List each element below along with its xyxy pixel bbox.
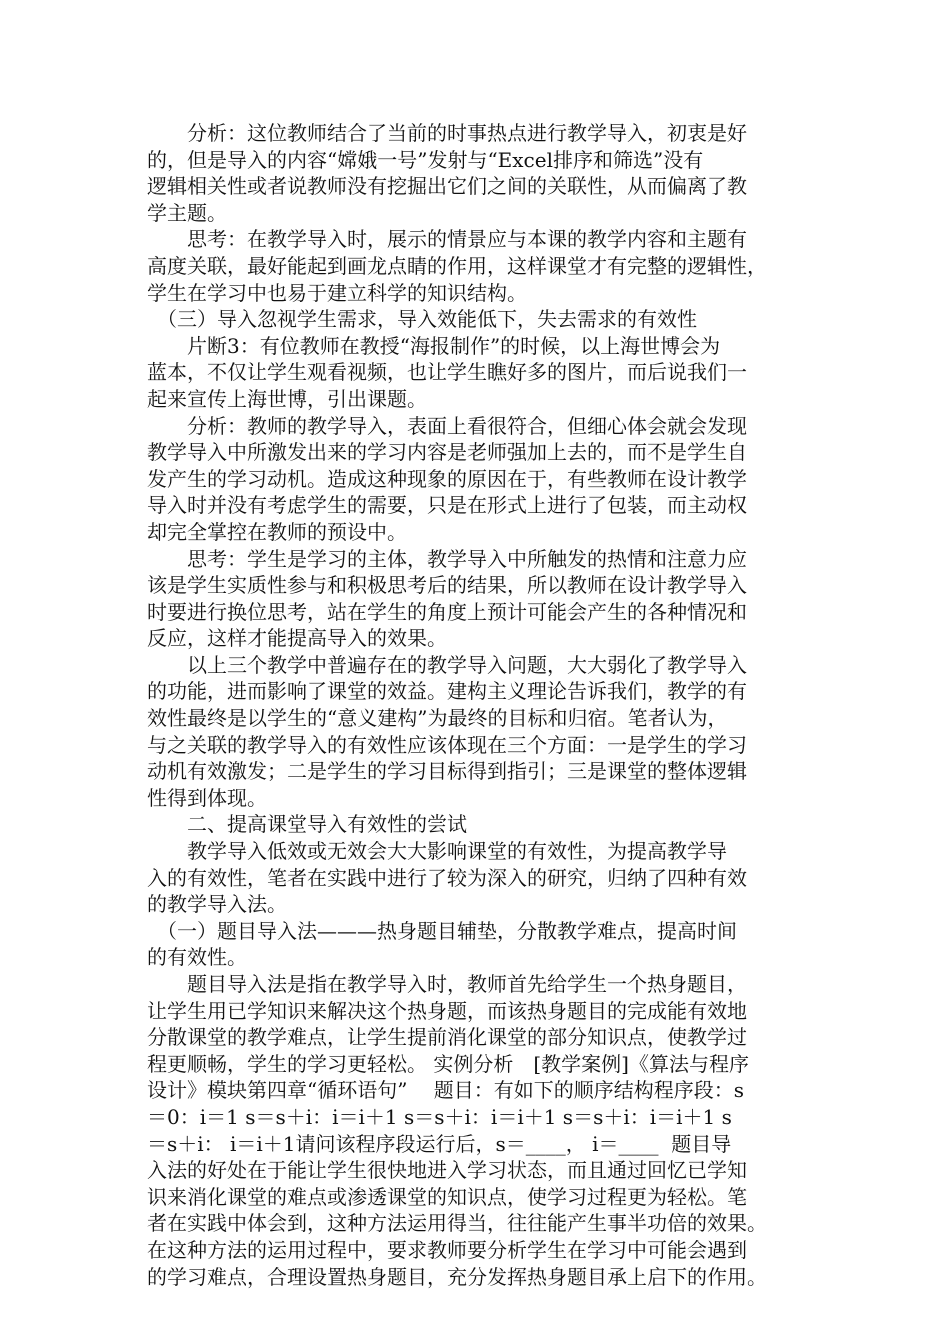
text-line: 教学导入中所激发出来的学习内容是老师强加上去的，而不是学生自 [147,440,747,465]
text-line: 却完全掌控在教师的预设中。 [147,519,407,544]
text-line: 片断3：有位教师在教授“海报制作”的时候，以上海世博会为 [147,333,721,358]
text-line: 逻辑相关性或者说教师没有挖掘出它们之间的关联性，从而偏离了教 [147,174,747,199]
text-line: 发产生的学习动机。造成这种现象的原因在于，有些教师在设计教学 [147,466,747,491]
text-line: 起来宣传上海世博，引出课题。 [147,386,427,411]
text-line: 学主题。 [147,200,227,225]
text-line: 该是学生实质性参与和积极思考后的结果，所以教师在设计教学导入 [147,573,747,598]
section-heading: （三）导入忽视学生需求，导入效能低下，失去需求的有效性 [147,307,697,332]
section-heading: 二、提高课堂导入有效性的尝试 [147,812,467,837]
code-line: ＝0：i＝1 s＝s＋i：i＝i＋1 s＝s＋i：i＝i＋1 s＝s＋i：i＝i＋1 s [147,1104,732,1129]
text-line: 设计》模块第四章“循环语句” 题目：有如下的顺序结构程序段：s [147,1078,745,1103]
text-line: 的学习难点，合理设置热身题目，充分发挥热身题目承上启下的作用。 [147,1264,767,1289]
text-line: 的，但是导入的内容“嫦娥一号”发射与“Excel排序和筛选”没有 [147,147,704,172]
document-body [147,120,819,1290]
text-line: 分析：这位教师结合了当前的时事热点进行教学导入，初衷是好 [147,121,747,145]
text-line: 思考：学生是学习的主体，教学导入中所触发的热情和注意力应 [147,546,747,571]
text-line: 效性最终是以学生的“意义建构”为最终的目标和归宿。笔者认为， [147,706,728,731]
text-line: 时要进行换位思考，站在学生的角度上预计可能会产生的各种情况和 [147,599,747,624]
text-line: 教学导入低效或无效会大大影响课堂的有效性，为提高教学导 [147,839,727,864]
text-line: 与之关联的教学导入的有效性应该体现在三个方面：一是学生的学习 [147,732,747,757]
text-line: 导入时并没有考虑学生的需要，只是在形式上进行了包装，而主动权 [147,493,747,518]
text-line: 分散课堂的教学难点，让学生提前消化课堂的部分知识点，使教学过 [147,1025,747,1050]
text-line: 的教学导入法。 [147,892,287,917]
text-line: 者在实践中体会到，这种方法运用得当，往往能产生事半功倍的效果。 [147,1211,767,1236]
text-line: 程更顺畅，学生的学习更轻松。 实例分析 [教学案例]《算法与程序 [147,1051,749,1076]
text-line: 性得到体现。 [147,785,267,810]
text-line: 的功能，进而影响了课堂的效益。建构主义理论告诉我们，教学的有 [147,679,747,704]
text-line: 题目导入法是指在教学导入时，教师首先给学生一个热身题目， [147,972,747,996]
text-line: 以上三个教学中普遍存在的教学导入问题，大大弱化了教学导入 [147,652,747,677]
text-line: 让学生用已学知识来解决这个热身题，而该热身题目的完成能有效地 [147,998,747,1023]
text-line: 反应，这样才能提高导入的效果。 [147,626,447,651]
text-line: 分析：教师的教学导入，表面上看很符合，但细心体会就会发现 [147,413,747,438]
subsection-heading: （一）题目导入法———热身题目辅垫，分散教学难点，提高时间 [147,918,737,943]
text-line: 蓝本，不仅让学生观看视频，也让学生瞧好多的图片，而后说我们一 [147,360,747,385]
text-line: 入法的好处在于能让学生很快地进入学习状态，而且通过回忆已学知 [147,1158,747,1183]
text-line: 的有效性。 [147,945,247,970]
text-line: 在这种方法的运用过程中，要求教师要分析学生在学习中可能会遇到 [147,1237,747,1262]
text-line: 动机有效激发；二是学生的学习目标得到指引；三是课堂的整体逻辑 [147,759,747,784]
code-line: ＝s＋i： i＝i＋1请问该程序段运行后，s＝____， i＝____ 题目导 [147,1131,732,1156]
text-line: 思考：在教学导入时，展示的情景应与本课的教学内容和主题有 [147,227,747,252]
text-line: 入的有效性，笔者在实践中进行了较为深入的研究，归纳了四种有效 [147,865,747,890]
text-line: 高度关联，最好能起到画龙点睛的作用，这样课堂才有完整的逻辑性， [147,253,767,278]
text-line: 学生在学习中也易于建立科学的知识结构。 [147,280,527,305]
text-line: 识来消化课堂的难点或渗透课堂的知识点，使学习过程更为轻松。笔 [147,1184,747,1209]
